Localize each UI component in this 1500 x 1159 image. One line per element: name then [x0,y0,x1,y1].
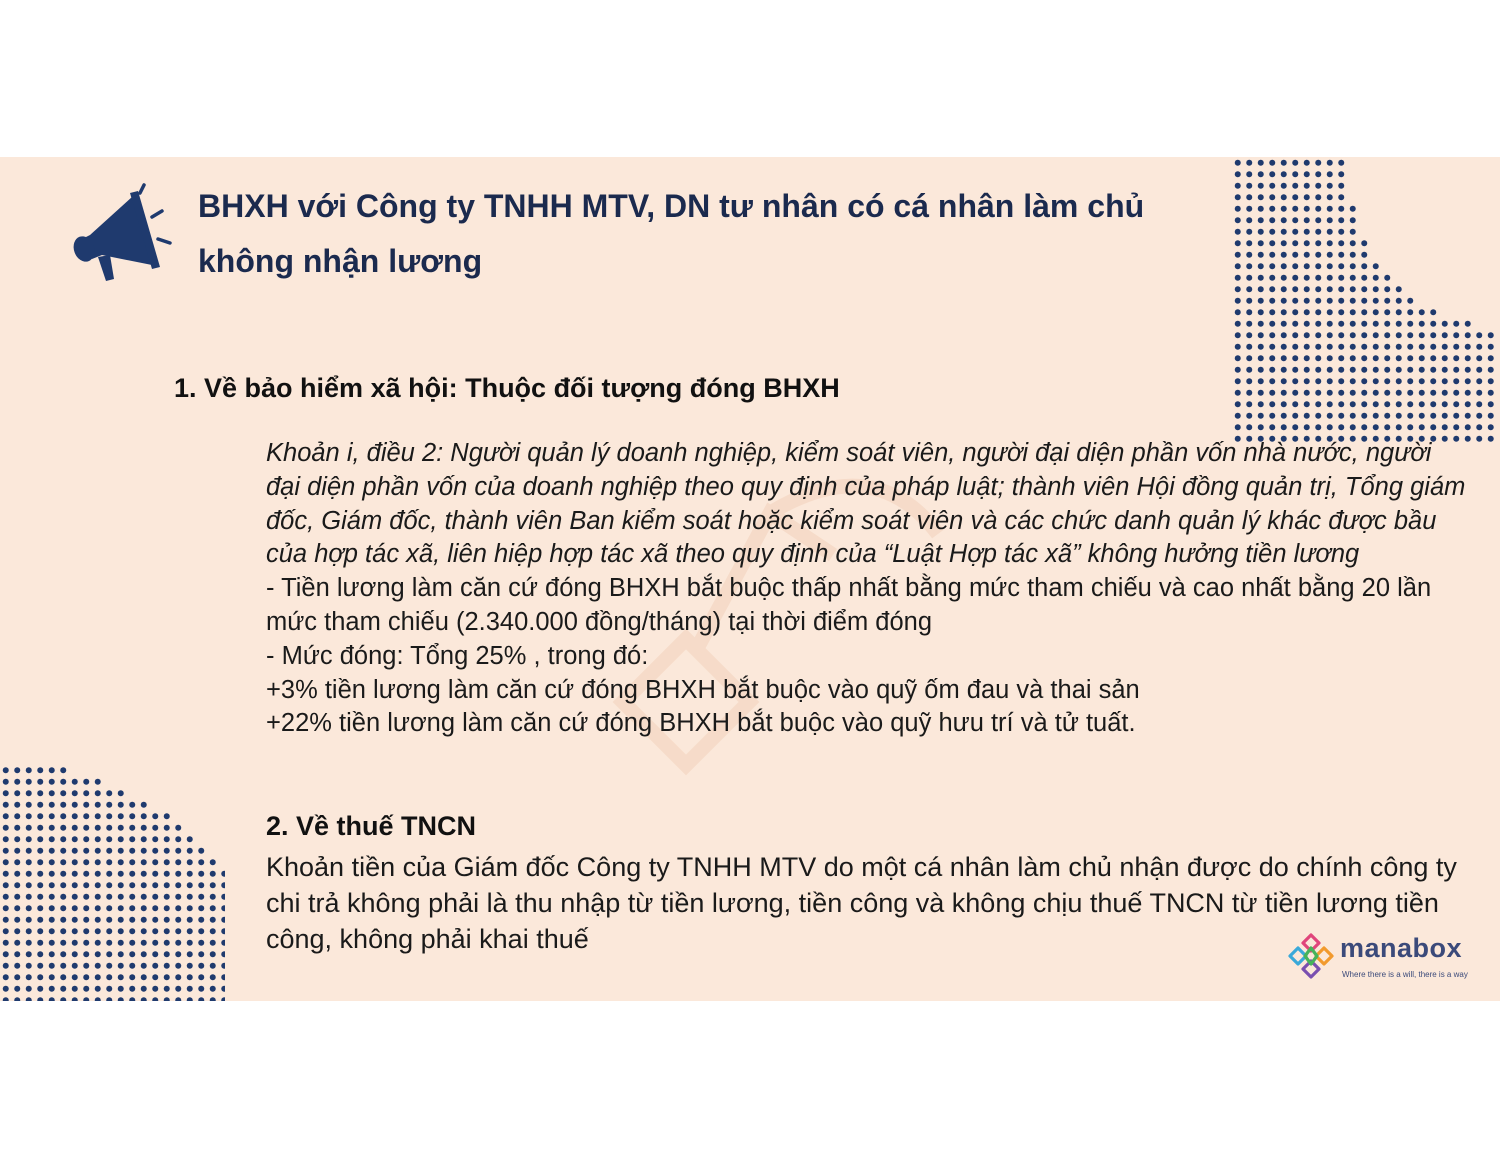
sickness-maternity-line: +3% tiền lương làm căn cứ đóng BHXH bắt buộc vào quỹ ốm đau và thai sản [266,675,1140,704]
section-2-text: Khoản tiền của Giám đốc Công ty TNHH MTV do một cá nhân làm chủ nhận được do chính công ty chi trả không phải là thu nhập từ tiền lương, tiền công và không chịu thuế TNCN từ tiền lương tiền công, không phải khai thuế [266,852,1457,954]
slide-title-line-2: không nhận lương [198,243,483,279]
megaphone-icon [70,183,180,283]
slide-title-line-1: BHXH với Công ty TNHH MTV, DN tư nhân có cá nhân làm chủ [198,188,1145,224]
logo-wordmark: manabox [1340,933,1463,963]
section-2-heading: 2. Về thuế TNCN [266,811,477,841]
decorative-dot-pattern-top-right [1232,157,1500,442]
manabox-logo-icon [1286,931,1336,981]
logo-tagline: Where there is a will, there is a way [1342,970,1468,979]
slide [0,157,1500,1001]
section-1-heading: 1. Về bảo hiểm xã hội: Thuộc đối tượng đóng BHXH [174,373,840,403]
manabox-logo [1286,929,1476,985]
slide-title [198,179,1228,289]
decorative-dot-pattern-bottom-left [0,753,225,1001]
legal-quote: Khoản i, điều 2: Người quản lý doanh nghiệp, kiểm soát viên, người đại diện phần vốn nhà nước, người đại diện phần vốn của doanh nghiệp theo quy định của pháp luật; thành viên Hội đồng quản trị, Tổng giám đốc, Giám đốc, thành viên Ban kiểm soát hoặc kiểm soát viên và các chức danh quản lý khác được bầu của hợp tác xã, liên hiệp hợp tác xã theo quy định của “Luật Hợp tác xã” không hưởng tiền lương [266,439,1466,569]
salary-basis-line: - Tiền lương làm căn cứ đóng BHXH bắt buộc thấp nhất bằng mức tham chiếu và cao nhất bằng 20 lần mức tham chiếu (2.340.000 đồng/tháng) tại thời điểm đóng [266,574,1432,636]
contribution-rate-line: - Mức đóng: Tổng 25% , trong đó: [266,641,649,670]
section-1-body [266,437,1466,741]
retirement-line: +22% tiền lương làm căn cứ đóng BHXH bắt buộc vào quỹ hưu trí và tử tuất. [266,709,1136,738]
